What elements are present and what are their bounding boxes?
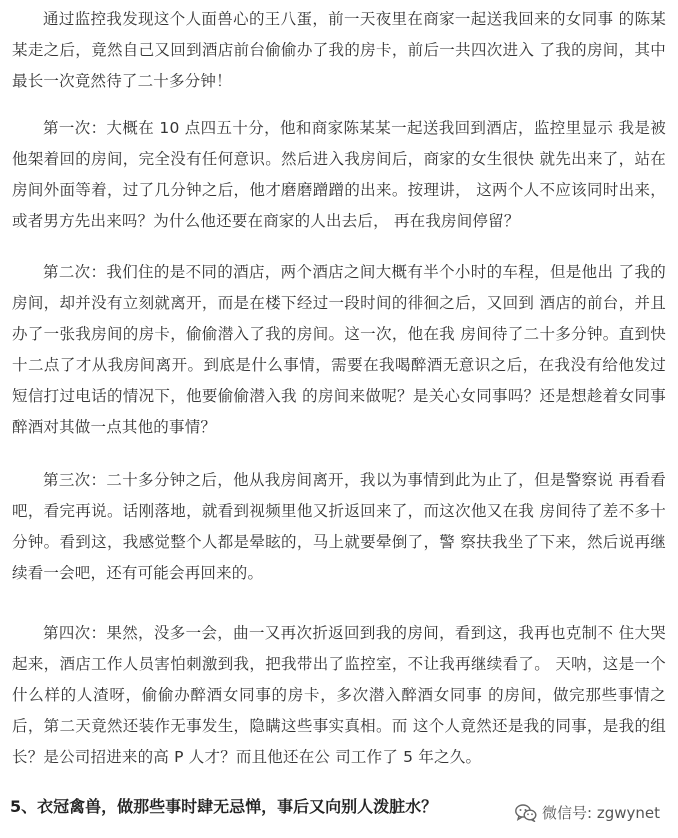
paragraph-third-entry: 第三次：二十多分钟之后，他从我房间离开，我以为事情到此为止了，但是警察说 再看看吧，看完再说。话刚落地，就看到视频里他又折返回来了，而这次他又在我 房间待了差不多十分钟。看到这，我感觉整个人都是晕眩的，马上就要晕倒了，警 察扶我坐了下来，然后说再继续看一会吧，还有可能会再回来的。 bbox=[12, 471, 666, 582]
paragraph-second-entry: 第二次：我们住的是不同的酒店，两个酒店之间大概有半个小时的车程，但是他出 了我的房间，却并没有立刻就离开，而是在楼下经过一段时间的徘徊之后，又回到 酒店的前台，并且办了一张我房间的房卡，偷偷潜入了我的房间。这一次，他在我 房间待了二十多分钟。直到快十二点了才从我房间离开。到底是什么事情，需要在我喝醉酒无意识之后，在我没有给他发过短信打过电话的情况下，他要偷偷潜入我 的房间来做呢？是关心女同事吗？还是想趁着女同事醉酒对其做一点其他的事情？ bbox=[12, 263, 666, 436]
paragraph-fourth-entry: 第四次：果然，没多一会，曲一又再次折返回到我的房间，看到这，我再也克制不 住大哭起来，酒店工作人员害怕刺激到我，把我带出了监控室，不让我再继续看了。 天呐，这是一个什么样的人渣呀，偷偷办醉酒女同事的房卡，多次潜入醉酒女同事 的房间，做完那些事情之后，第二天竟然还装作无事发生，隐瞒这些事实真相。而 这个人竟然还是我的同事，是我的组长？是公司招进来的高 P 人才？而且他还在公 司工作了 5 年之久。 bbox=[12, 624, 666, 766]
wechat-watermark bbox=[511, 800, 664, 825]
paragraph-intro: 通过监控我发现这个人面兽心的王八蛋，前一天夜里在商家一起送我回来的女同事 的陈某某走之后，竟然自己又回到酒店前台偷偷办了我的房卡，前后一共四次进入 了我的房间，其中最长一次竟然待了二十多分钟！ bbox=[12, 10, 666, 90]
section-heading: 5、衣冠禽兽，做那些事时肆无忌惮，事后又向别人泼脏水？ bbox=[10, 797, 438, 816]
watermark-text: 微信号: zgwynet bbox=[542, 804, 660, 822]
wechat-icon bbox=[515, 804, 537, 822]
paragraph-first-entry: 第一次：大概在 10 点四五十分，他和商家陈某某一起送我回到酒店，监控里显示 我是被他架着回的房间，完全没有任何意识。然后进入我房间后，商家的女生很快 就先出来了，站在房间外面等着，过了几分钟之后，他才磨磨蹭蹭的出来。按理讲， 这两个人不应该同时出来，或者男方先出来吗？为什么他还要在商家的人出去后， 再在我房间停留？ bbox=[12, 119, 666, 230]
